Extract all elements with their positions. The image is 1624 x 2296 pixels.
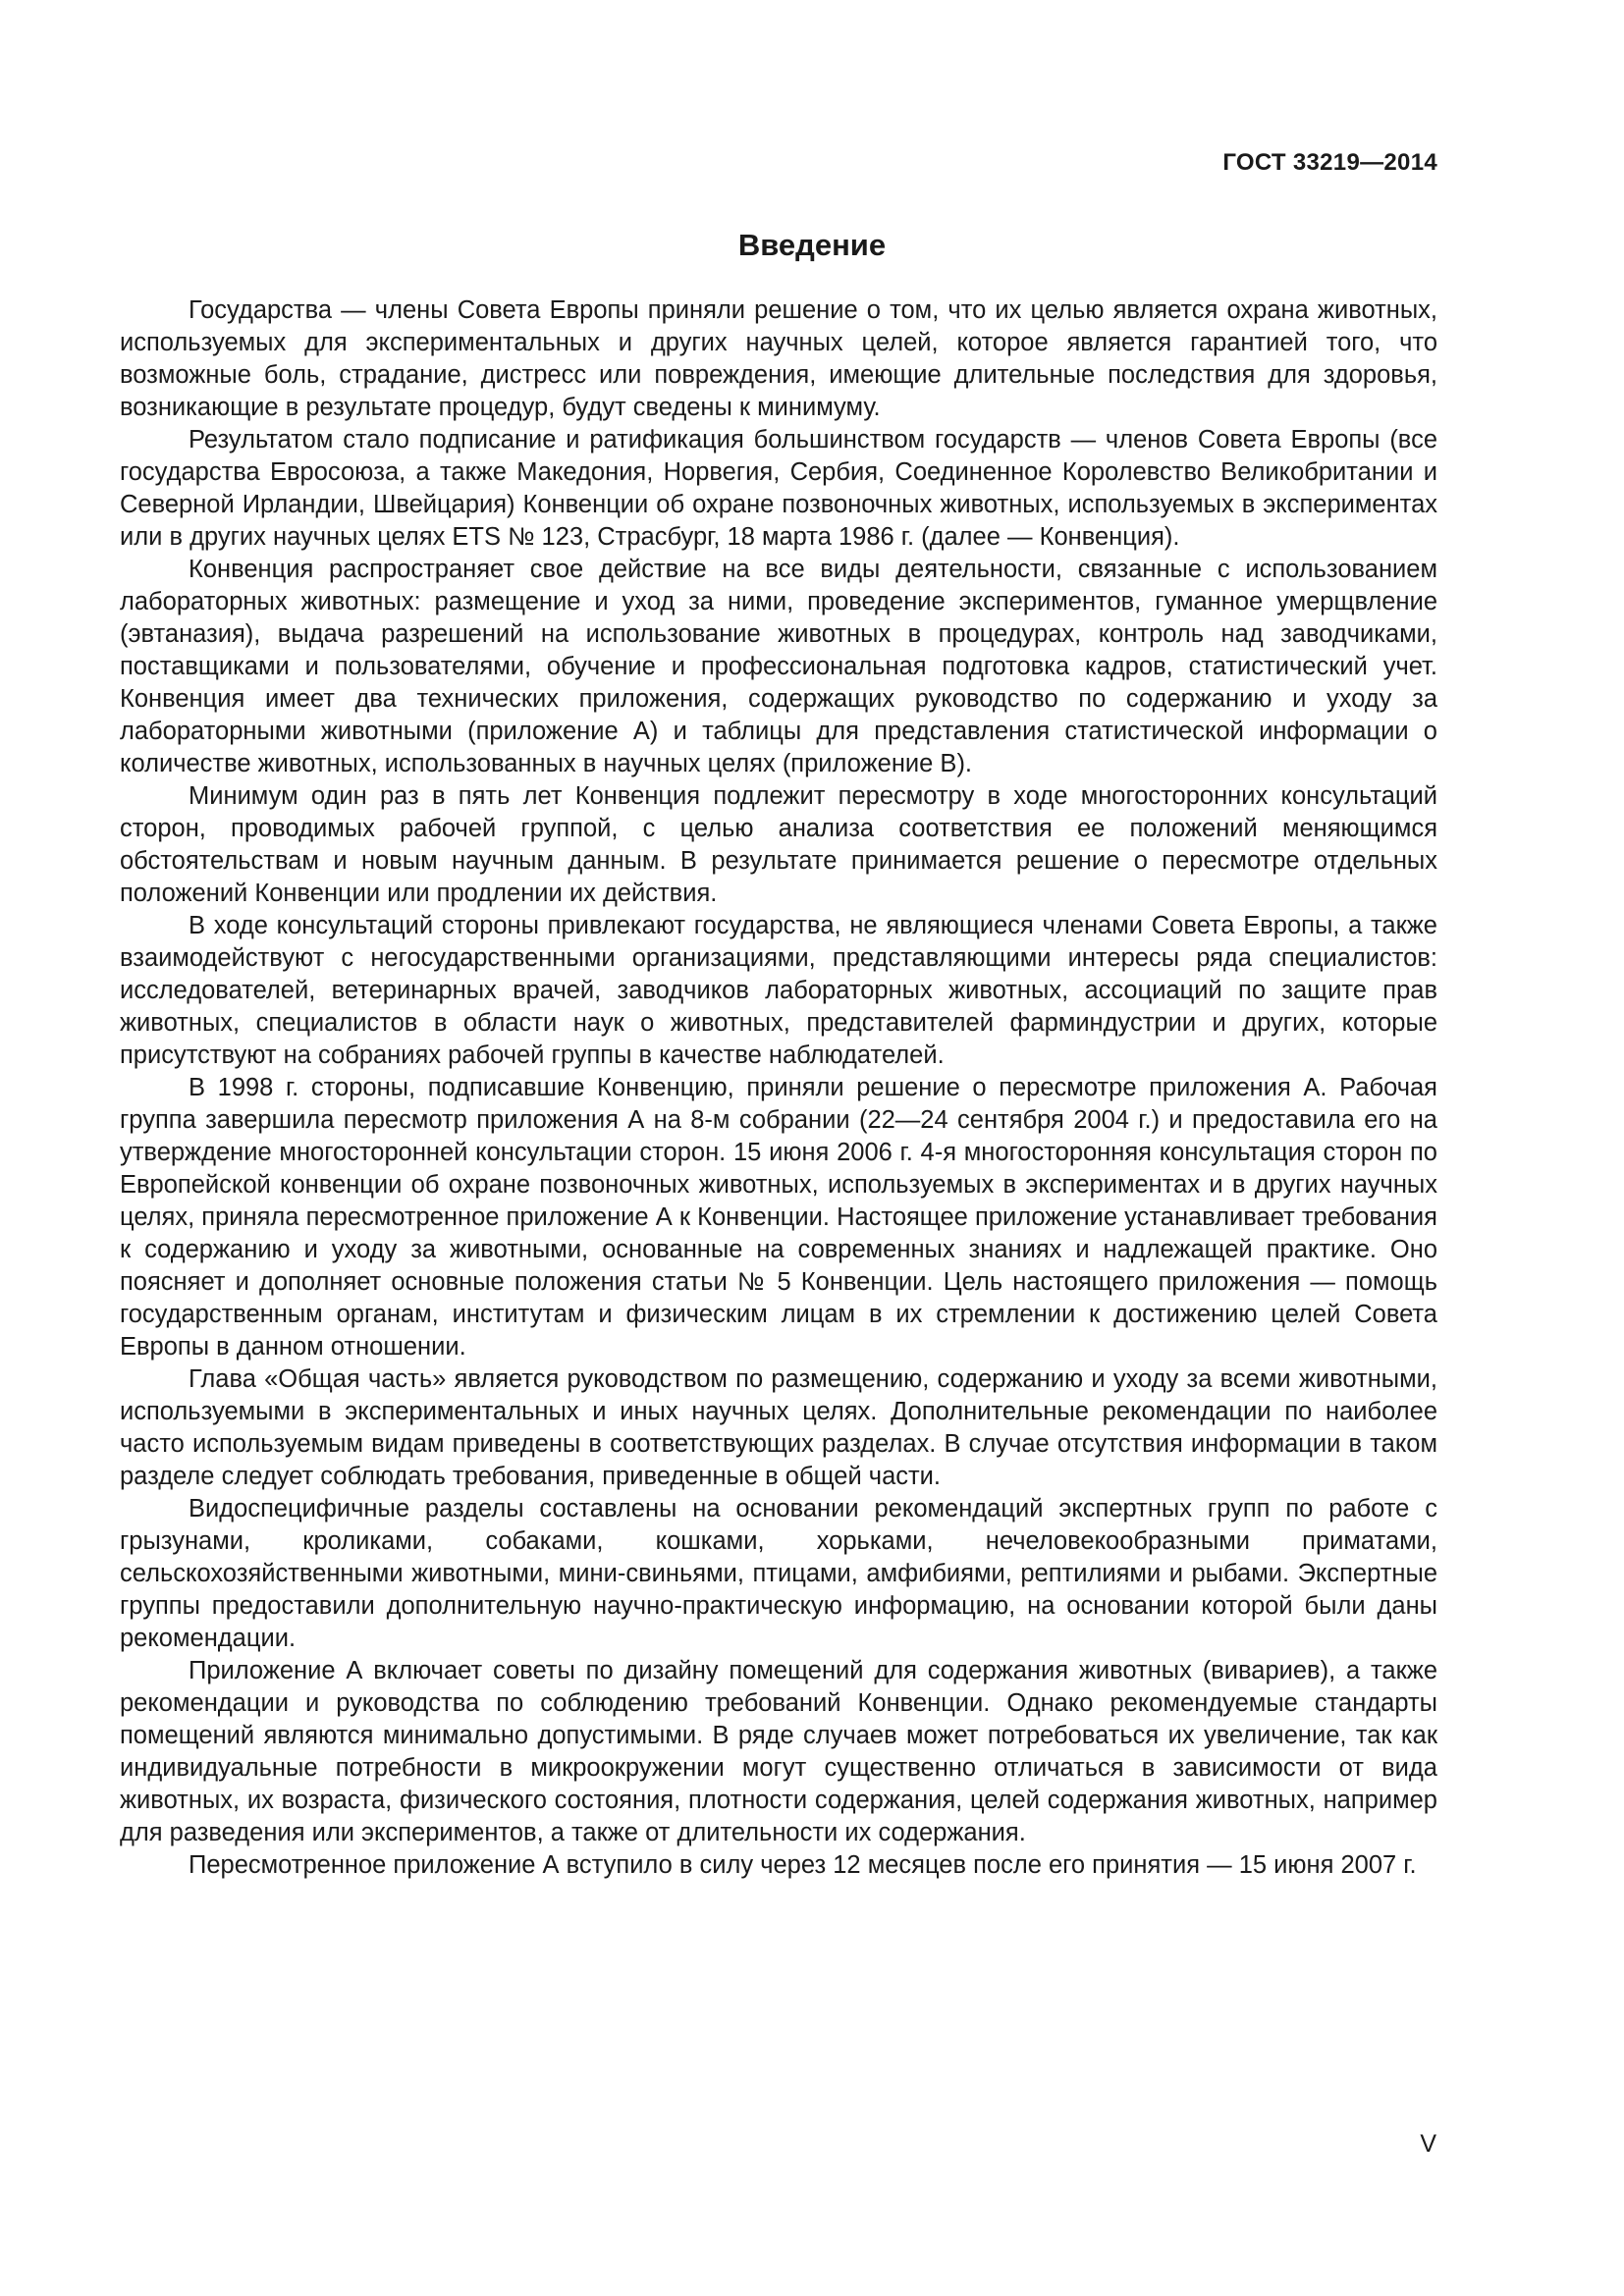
paragraph: Минимум один раз в пять лет Конвенция подлежит пересмотру в ходе многосторонних консультаций сторон, проводимых рабочей группой, с целью анализа соответствия ее положений меняющимся обстоятельствам и новым научным данным. В результате принимается решение о пересмотре отдельных положений Конвенции или продлении их действия. <box>120 782 1437 907</box>
paragraph: Приложение А включает советы по дизайну помещений для содержания животных (вивариев), а также рекомендации и руководства по соблюдению требований Конвенции. Однако рекомендуемые стандарты помещений являются минимально допустимыми. В ряде случаев может потребоваться их увеличение, так как индивидуальные потребности в микроокружении могут существенно отличаться в зависимости от вида животных, их возраста, физического состояния, плотности содержания, целей содержания животных, например для разведения или экспериментов, а также от длительности их содержания. <box>120 1657 1437 1846</box>
paragraph: В 1998 г. стороны, подписавшие Конвенцию, приняли решение о пересмотре приложения А. Рабочая группа завершила пересмотр приложения А на 8-м собрании (22—24 сентября 2004 г.) и предоставила его на утверждение многосторонней консультации сторон. 15 июня 2006 г. 4-я многосторонняя консультация сторон по Европейской конвенции об охране позвоночных животных, используемых в экспериментах и в других научных целях, приняла пересмотренное приложение А к Конвенции. Настоящее приложение устанавливает требования к содержанию и уходу за животными, основанные на современных знаниях и надлежащей практике. Оно поясняет и дополняет основные положения статьи № 5 Конвенции. Цель настоящего приложения — помощь государственным органам, институтам и физическим лицам в их стремлении к достижению целей Совета Европы в данном отношении. <box>120 1074 1437 1361</box>
paragraph: Государства — члены Совета Европы приняли решение о том, что их целью является охрана животных, используемых для экспериментальных и других научных целей, которое является гарантией того, что возможные боль, страдание, дистресс или повреждения, имеющие длительные последствия для здоровья, возникающие в результате процедур, будут сведены к минимуму. <box>120 296 1437 421</box>
paragraph: Конвенция распространяет свое действие на все виды деятельности, связанные с использованием лабораторных животных: размещение и уход за ними, проведение экспериментов, гуманное умерщвление (эвтаназия), выдача разрешений на использование животных в процедурах, контроль над заводчиками, поставщиками и пользователями, обучение и профессиональная подготовка кадров, статистический учет. Конвенция имеет два технических приложения, содержащих руководство по содержанию и уходу за лабораторными животными (приложение А) и таблицы для представления статистической информации о количестве животных, использованных в научных целях (приложение В). <box>120 556 1437 777</box>
section-title: Введение <box>737 228 887 262</box>
paragraph: В ходе консультаций стороны привлекают государства, не являющиеся членами Совета Европы, а также взаимодействуют с негосударственными организациями, представляющими интересы ряда специалистов: исследователей, ветеринарных врачей, заводчиков лабораторных животных, ассоциаций по защите прав животных, специалистов в области наук о животных, представителей фарминдустрии и других, которые присутствуют на собраниях рабочей группы в качестве наблюдателей. <box>120 912 1437 1069</box>
document-code: ГОСТ 33219—2014 <box>1222 149 1437 176</box>
paragraph: Результатом стало подписание и ратификация большинством государств — членов Совета Европы (все государства Евросоюза, а также Македония, Норвегия, Сербия, Соединенное Королевство Великобритании и Северной Ирландии, Швейцария) Конвенции об охране позвоночных животных, используемых в экспериментах или в других научных целях ETS № 123, Страсбург, 18 марта 1986 г. (далее — Конвенция). <box>120 426 1437 551</box>
paragraph: Глава «Общая часть» является руководством по размещению, содержанию и уходу за всеми животными, используемыми в экспериментальных и иных научных целях. Дополнительные рекомендации по наиболее часто используемым видам приведены в соответствующих разделах. В случае отсутствия информации в таком разделе следует соблюдать требования, приведенные в общей части. <box>120 1365 1437 1490</box>
paragraph: Пересмотренное приложение А вступило в силу через 12 месяцев после его принятия — 15 июня 2007 г. <box>189 1851 1417 1879</box>
body-text <box>120 294 1437 1882</box>
paragraph: Видоспецифичные разделы составлены на основании рекомендаций экспертных групп по работе с грызунами, кроликами, собаками, кошками, хорьками, нечеловекообразными приматами, сельскохозяйственными животными, мини-свиньями, птицами, амфибиями, рептилиями и рыбами. Экспертные группы предоставили дополнительную научно-практическую информацию, на основании которой были даны рекомендации. <box>120 1495 1437 1652</box>
page-number: V <box>1420 2130 1436 2158</box>
